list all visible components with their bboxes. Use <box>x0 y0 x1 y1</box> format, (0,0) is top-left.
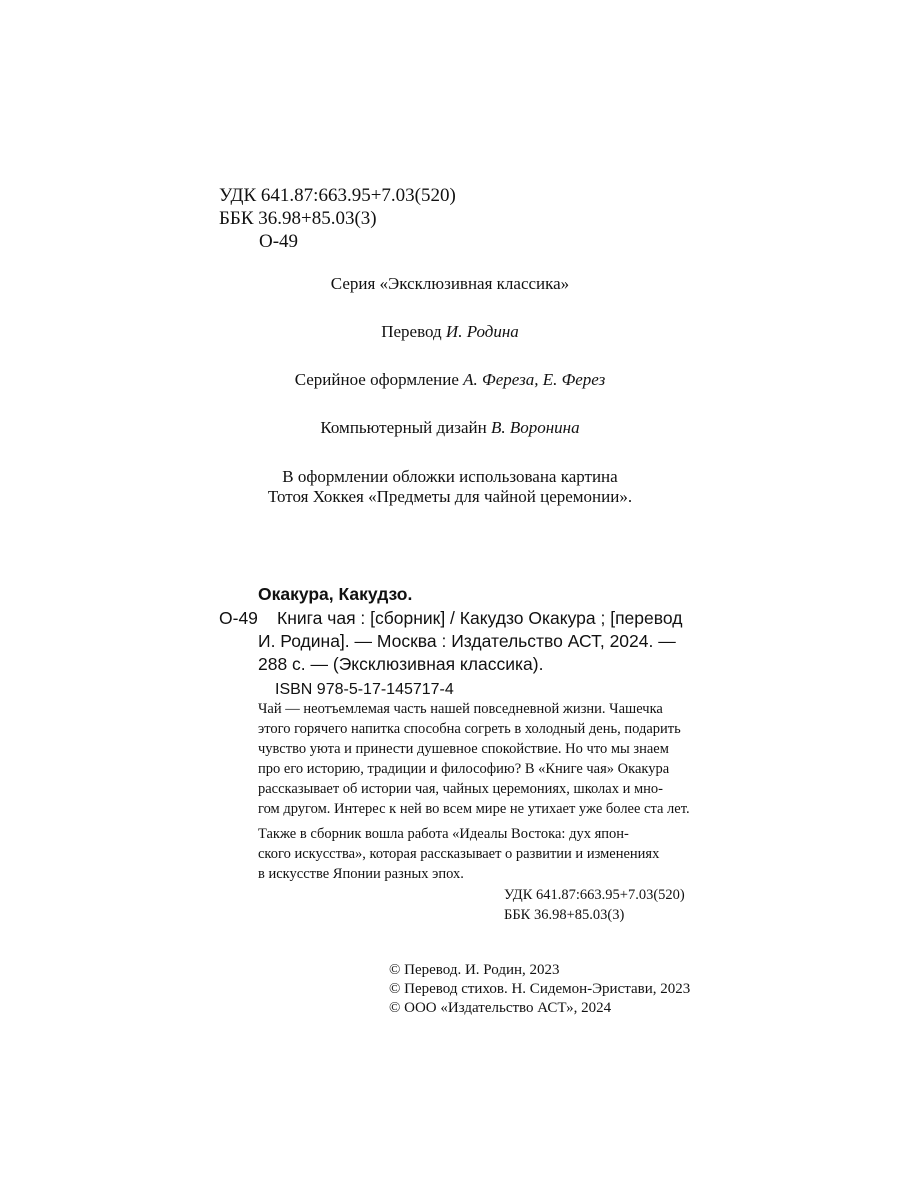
copyright-translation: © Перевод. И. Родин, 2023 <box>389 962 560 978</box>
author-mark: О-49 <box>259 231 299 252</box>
series-design-label: Серийное оформление <box>294 370 459 389</box>
computer-design-label: Компьютерный дизайн <box>320 418 487 437</box>
catalog-author: Окакура, Какудзо. <box>258 584 413 604</box>
catalog-line-1: Книга чая : [сборник] / Какудзо Окакура ; [перевод <box>277 608 683 628</box>
computer-design-credit <box>0 418 900 438</box>
copyright-publisher: © ООО «Издательство АСТ», 2024 <box>389 1000 612 1016</box>
cover-note-line-2: Тотоя Хоккея «Предметы для чайной церемонии». <box>267 487 633 506</box>
catalog-mark: О-49 <box>219 608 258 628</box>
annotation-p2-line-1: Также в сборник вошла работа «Идеалы Востока: дух япон- <box>258 826 629 842</box>
annotation-p1-line-5: рассказывает об истории чая, чайных церемониях, школах и мно- <box>258 781 664 797</box>
annotation-p1-line-3: чувство уюта и принести душевное спокойствие. Но что мы знаем <box>258 741 669 757</box>
computer-designer: В. Воронина <box>490 418 580 437</box>
catalog-line-3: 288 с. — (Эксклюзивная классика). <box>258 654 544 674</box>
annotation-p1-line-1: Чай — неотъемлемая часть нашей повседневной жизни. Чашечка <box>258 701 663 717</box>
bbk-code: ББК 36.98+85.03(3) <box>219 208 377 229</box>
series-designers: А. Фереза, Е. Ферез <box>463 370 606 389</box>
translation-label: Перевод <box>381 322 442 341</box>
annotation-bbk: ББК 36.98+85.03(3) <box>504 907 625 923</box>
annotation-p1-line-4: про его историю, традиции и философию? В «Книге чая» Окакура <box>258 761 670 777</box>
series-design-credit <box>0 370 900 390</box>
annotation-udk: УДК 641.87:663.95+7.03(520) <box>504 887 685 903</box>
series-line: Серия «Эксклюзивная классика» <box>330 274 570 293</box>
annotation-p2-line-3: в искусстве Японии разных эпох. <box>258 866 464 882</box>
udk-code: УДК 641.87:663.95+7.03(520) <box>219 185 456 206</box>
annotation-p1-line-2: этого горячего напитка способна согреть в холодный день, подарить <box>258 721 681 737</box>
translator-name: И. Родина <box>445 322 519 341</box>
copyright-poems: © Перевод стихов. Н. Сидемон-Эристави, 2023 <box>389 981 691 997</box>
annotation-p1-line-6: гом другом. Интерес к ней во всем мире не утихает уже более ста лет. <box>258 801 690 817</box>
translation-credit <box>0 322 900 342</box>
cover-note-line-1: В оформлении обложки использована картина <box>282 467 618 486</box>
catalog-line-2: И. Родина]. — Москва : Издательство АСТ, 2024. — <box>258 631 676 651</box>
annotation-p2-line-2: ского искусства», которая рассказывает о развитии и изменениях <box>258 846 660 862</box>
isbn: ISBN 978-5-17-145717-4 <box>275 681 454 698</box>
